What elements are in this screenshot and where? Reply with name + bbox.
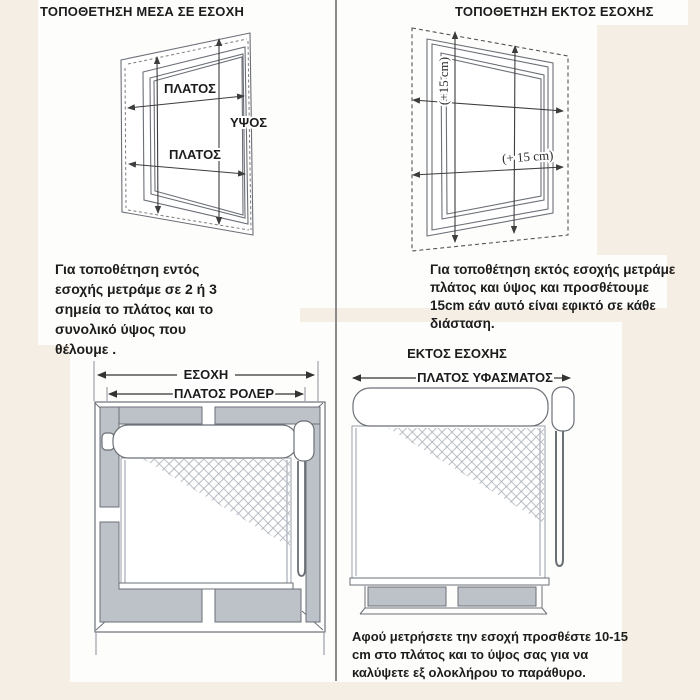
recess-label: ΕΣΟΧΗ: [183, 367, 229, 382]
diagram-outside-recess: [405, 23, 580, 258]
height-label: ΥΨΟΣ: [230, 115, 268, 130]
caption-bottom-right: Αφού μετρήσετε την εσοχή προσθέστε 10-15 cm στο πλάτος και το ύψος σας για να καλύψετε εξ ολοκλήρου το παράθυρο.: [352, 629, 628, 680]
bottom-hem-bar: [119, 583, 293, 589]
roller-width-label: ΠΛΑΤΟΣ ΡΟΛΕΡ: [173, 386, 275, 401]
roller-tube: [102, 421, 314, 461]
diagram-roller-outside-recess: [348, 343, 623, 628]
outside-recess-title: ΕΚΤΟΣ ΕΣΟΧΗΣ: [407, 346, 507, 361]
height-add-label: (+15 cm): [436, 56, 451, 106]
width-label-bottom: ΠΛΑΤΟΣ: [169, 147, 221, 162]
wall-lines-below: [96, 632, 324, 655]
center-divider-line: [335, 0, 337, 681]
fabric-width-label: ΠΛΑΤΟΣ ΥΦΑΣΜΑΤΟΣ: [417, 370, 553, 385]
title-outside-recess: ΤΟΠΟΘΕΤΗΣΗ ΕΚΤΟΣ ΕΣΟΧΗΣ: [455, 4, 654, 19]
width-label-top: ΠΛΑΤΟΣ: [164, 81, 216, 96]
roller-tube: [353, 387, 574, 431]
diagram-roller-in-recess: [85, 345, 335, 680]
window-recess-perspective: [121, 33, 253, 235]
caption-outside-recess: Για τοποθέτηση εκτός εσοχής μετράμε πλάτος και ύψος και προσθέτουμε 15cm εάν αυτό είναι εφικτό σε κάθε διάσταση.: [430, 262, 676, 331]
width-add-label: (+ 15 cm): [501, 147, 554, 166]
title-inside-recess: ΤΟΠΟΘΕΤΗΣΗ ΜΕΣΑ ΣΕ ΕΣΟΧΗ: [40, 4, 245, 19]
bottom-hem-bar: [350, 578, 549, 585]
window-below-blind: [368, 587, 536, 606]
diagram-inside-recess: [98, 28, 333, 258]
caption-inside-recess: Για τοποθέτηση εντός εσοχής μετράμε σε 2 ή 3 σημεία το πλάτος και το συνολικό ύψος που θέλουμε .: [55, 261, 217, 357]
control-chain: [556, 431, 563, 566]
